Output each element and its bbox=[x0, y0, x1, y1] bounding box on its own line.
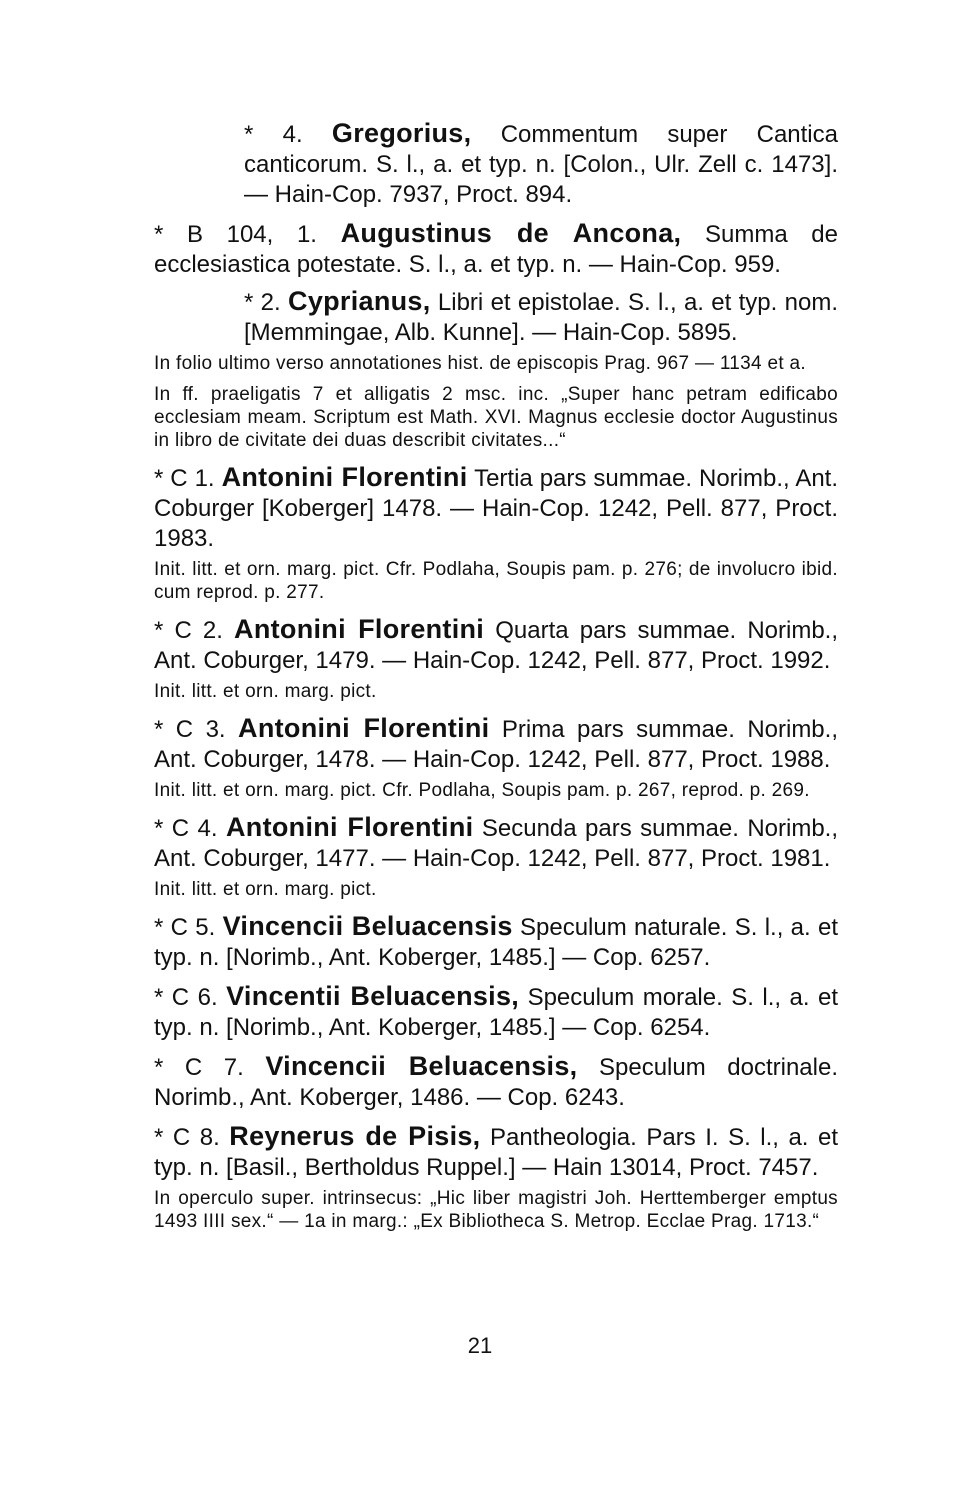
note-text: In folio ultimo verso annotationes hist. de episcopis Prag. 967 — 1134 et a. bbox=[154, 353, 806, 374]
entry-text: Prima pars summae. Norimb., Ant. Coburger, 1478. — Hain-Cop. 1242, Pell. 877, Proct. 1988. bbox=[154, 716, 838, 773]
entry-author: Reynerus de Pisis, bbox=[229, 1121, 481, 1151]
entry-author: Cyprianus, bbox=[288, 286, 431, 316]
note-text: Init. litt. et orn. marg. pict. Cfr. Podlaha, Soupis pam. p. 267, reprod. p. 269. bbox=[154, 780, 810, 801]
note-text: Init. litt. et orn. marg. pict. bbox=[154, 879, 377, 900]
entry-author: Antonini Florentini bbox=[226, 812, 474, 842]
entry-mark: * C 3. bbox=[154, 716, 226, 743]
entry-augustinus bbox=[120, 218, 838, 280]
entry-note bbox=[120, 680, 838, 703]
entry-text: Secunda pars summae. Norimb., Ant. Coburger, 1477. — Hain-Cop. 1242, Pell. 877, Proct. 1981. bbox=[154, 815, 838, 872]
entry-mark: * C 4. bbox=[154, 815, 218, 842]
entry-reynerus-c8 bbox=[120, 1121, 838, 1183]
entry-text: Summa de ecclesiastica potestate. S. l., a. et typ. n. — Hain-Cop. 959. bbox=[154, 221, 838, 278]
page-number: 21 bbox=[467, 1333, 493, 1358]
note-text: In ff. praeligatis 7 et alligatis 2 msc. inc. „Super hanc petram edificabo ecclesiam meam. Scriptum est Math. XVI. Magnus ecclesie doctor Augustinus in libro de civitate dei duas describit civitates...“ bbox=[154, 384, 838, 451]
entry-note bbox=[120, 878, 838, 901]
entry-antonini-c3 bbox=[120, 713, 838, 775]
entry-line bbox=[120, 118, 838, 210]
entry-note bbox=[120, 779, 838, 802]
entry-line bbox=[120, 812, 838, 874]
entry-line bbox=[120, 462, 838, 554]
entry-text: Pantheologia. Pars I. S. l., a. et typ. n. [Basil., Bertholdus Ruppel.] — Hain 13014, Proct. 7457. bbox=[154, 1124, 839, 1181]
entry-line bbox=[120, 911, 838, 973]
entry-antonini-c4 bbox=[120, 812, 838, 874]
entry-author: Antonini Florentini bbox=[234, 614, 485, 644]
entry-text: Speculum morale. S. l., a. et typ. n. [Norimb., Ant. Koberger, 1485.] — Cop. 6254. bbox=[154, 984, 838, 1041]
entry-note bbox=[120, 383, 838, 452]
entry-author: Antonini Florentini bbox=[238, 713, 490, 743]
entry-mark: * C 8. bbox=[154, 1124, 220, 1151]
entry-mark: * C 6. bbox=[154, 984, 218, 1011]
note-text: In operculo super. intrinsecus: „Hic liber magistri Joh. Herttemberger emptus 1493 IIII sex.“ — 1a in marg.: „Ex Bibliotheca S. Metrop. Ecclae Prag. 1713.“ bbox=[154, 1188, 838, 1232]
entry-vincencii-c5 bbox=[120, 911, 838, 973]
entry-text: Tertia pars summae. Norimb., Ant. Coburger [Koberger] 1478. — Hain-Cop. 1242, Pell. 877, Proct. 1983. bbox=[154, 465, 839, 552]
entry-mark: * 4. bbox=[244, 121, 303, 148]
entry-author: Vincencii Beluacensis, bbox=[265, 1051, 578, 1081]
note-text: Init. litt. et orn. marg. pict. bbox=[154, 681, 377, 702]
entry-mark: * C 1. bbox=[154, 465, 215, 492]
entry-mark: * C 2. bbox=[154, 617, 223, 644]
entry-line bbox=[120, 286, 838, 348]
entry-line bbox=[120, 713, 838, 775]
entry-text: Speculum doctrinale. Norimb., Ant. Koberger, 1486. — Cop. 6243. bbox=[154, 1054, 838, 1111]
entry-antonini-c2 bbox=[120, 614, 838, 676]
entry-note bbox=[120, 558, 838, 604]
entry-author: Augustinus de Ancona, bbox=[340, 218, 682, 248]
entry-cyprianus bbox=[120, 286, 838, 348]
entry-gregorius bbox=[120, 118, 838, 210]
entry-vincencii-c7 bbox=[120, 1051, 838, 1113]
entry-text: Quarta pars summae. Norimb., Ant. Coburger, 1479. — Hain-Cop. 1242, Pell. 877, Proct. 1992. bbox=[154, 617, 838, 674]
entry-mark: * C 5. bbox=[154, 914, 216, 941]
entry-line bbox=[120, 1051, 838, 1113]
entry-mark: * 2. bbox=[244, 289, 281, 316]
entry-line bbox=[120, 218, 838, 280]
entry-line bbox=[120, 1121, 838, 1183]
entry-line bbox=[120, 981, 838, 1043]
entry-note bbox=[120, 1187, 838, 1233]
entry-author: Gregorius, bbox=[331, 118, 472, 148]
entry-text: Commentum super Cantica canticorum. S. l., a. et typ. n. [Colon., Ulr. Zell c. 1473]. — Hain-Cop. 7937, Proct. 894. bbox=[244, 121, 838, 208]
entry-author: Vincencii Beluacensis bbox=[222, 911, 513, 941]
entry-note bbox=[120, 352, 838, 375]
entry-antonini-c1 bbox=[120, 462, 838, 554]
entry-mark: * B 104, 1. bbox=[154, 221, 317, 248]
entry-mark: * C 7. bbox=[154, 1054, 244, 1081]
note-text: Init. litt. et orn. marg. pict. Cfr. Podlaha, Soupis pam. p. 276; de involucro ibid. cum reprod. p. 277. bbox=[154, 559, 838, 603]
entry-line bbox=[120, 614, 838, 676]
entry-author: Vincentii Beluacensis, bbox=[226, 981, 520, 1011]
entry-text: Libri et epistolae. S. l., a. et typ. nom. [Memmingae, Alb. Kunne]. — Hain-Cop. 5895. bbox=[244, 289, 838, 346]
entry-author: Antonini Florentini bbox=[221, 462, 468, 492]
page-body bbox=[120, 118, 838, 1241]
entry-vincentii-c6 bbox=[120, 981, 838, 1043]
entry-text: Speculum naturale. S. l., a. et typ. n. [Norimb., Ant. Koberger, 1485.] — Cop. 6257. bbox=[154, 914, 838, 971]
